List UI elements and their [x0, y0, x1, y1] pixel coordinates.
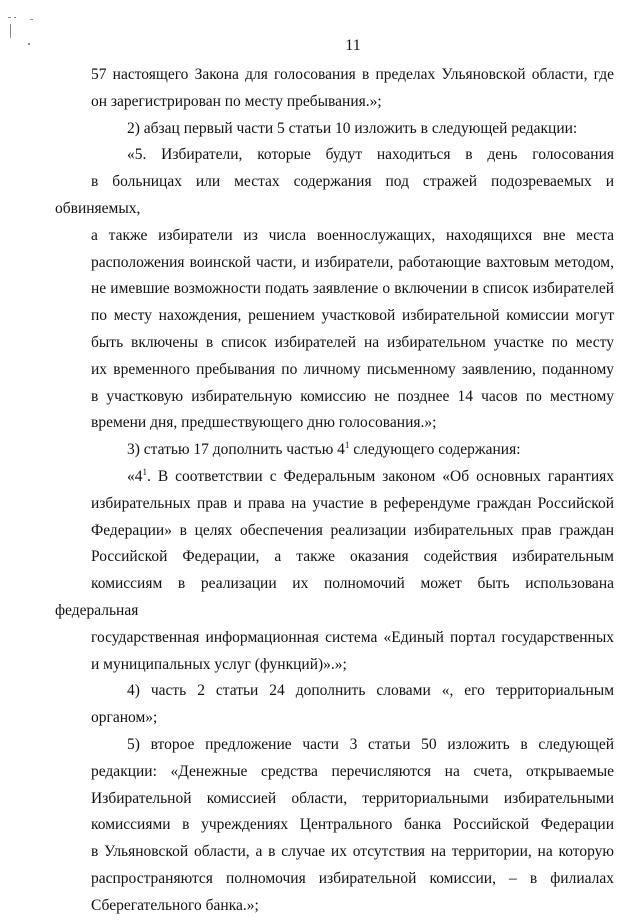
text-line: их временного пребывания по личному письменному заявлению, поданному — [91, 360, 614, 378]
superscript: 1 — [142, 466, 147, 477]
text-line: не имевшие возможности подать заявление о включении в список избирателей — [91, 280, 614, 298]
paragraph-item-3 — [91, 437, 614, 464]
text-run: . В соответствии с Федеральным законом «Об основных гарантиях — [147, 467, 614, 485]
text-line: государственная информационная система «Единый портал государственных — [91, 628, 614, 646]
text-line: а также избиратели из числа военнослужащих, находящихся вне места — [91, 226, 614, 244]
text-line: 2) абзац первый части 5 статьи 10 изложить в следующей редакции: — [127, 119, 578, 137]
text-line: быть включены в список избирателей на избирательном участке по месту — [91, 333, 614, 351]
text-line: Федерации» в целях обеспечения реализации избирательных прав граждан — [91, 521, 614, 539]
text-run: 3) статью 17 дополнить частью 4 — [127, 441, 345, 459]
text-line: «5. Избиратели, которые будут находиться в день голосования — [127, 146, 614, 164]
text-line: он зарегистрирован по месту пребывания.»; — [91, 92, 382, 110]
text-line: Российской Федерации, а также оказания содействия избирательным — [91, 548, 614, 566]
text-line: по месту нахождения, решением участковой избирательной комиссии могут — [91, 307, 614, 325]
text-line: 4) часть 2 статьи 24 дополнить словами «, его территориальным — [127, 682, 614, 700]
text-line: в участковую избирательную комиссию не позднее 14 часов по местному — [91, 387, 614, 405]
document-body — [55, 62, 614, 920]
text-line: 5) второе предложение части 3 статьи 50 изложить в следующей — [127, 735, 614, 753]
text-line: избирательных прав и права на участие в референдуме граждан Российской — [91, 494, 614, 512]
text-line: органом»; — [91, 709, 158, 727]
text-line: расположения воинской части, и избиратели, работающие вахтовым методом, — [91, 253, 614, 271]
text-line: Сберегательного банка.»; — [91, 896, 259, 914]
text-line — [91, 437, 614, 464]
paragraph-item-2 — [91, 116, 614, 143]
text-line: редакции: «Денежные средства перечисляются на счета, открываемые — [91, 762, 614, 780]
text-line: комиссиям в реализации их полномочий может быть использована федеральная — [55, 575, 614, 619]
text-run: «4 — [127, 467, 143, 485]
paragraph-item-4 — [91, 678, 614, 732]
text-line — [91, 464, 614, 491]
text-line: распространяются полномочия избирательной комиссии, – в филиалах — [91, 869, 614, 887]
text-line: Избирательной комиссией области, территориальными избирательными — [91, 789, 614, 807]
text-line: в больницах или местах содержания под стражей подозреваемых и обвиняемых, — [55, 173, 614, 217]
text-run: следующего содержания: — [349, 441, 521, 459]
paragraph-item-5 — [91, 732, 614, 920]
text-line: 57 настоящего Закона для голосования в пределах Ульяновской области, где — [91, 66, 614, 83]
text-line: в Ульяновской области, а в случае их отсутствия на территории, на которую — [91, 843, 614, 861]
text-line: комиссиями в учреждениях Центрального банка Российской Федерации — [91, 816, 614, 834]
page-number: 11 — [345, 37, 361, 54]
paragraph-continuation — [91, 62, 614, 116]
paragraph-quote-part-5 — [55, 142, 614, 437]
text-line: и муниципальных услуг (функций)».»; — [91, 655, 347, 673]
paragraph-quote-part-4-1 — [55, 464, 614, 678]
superscript: 1 — [344, 440, 350, 451]
text-line: времени дня, предшествующего дню голосования.»; — [91, 414, 437, 432]
